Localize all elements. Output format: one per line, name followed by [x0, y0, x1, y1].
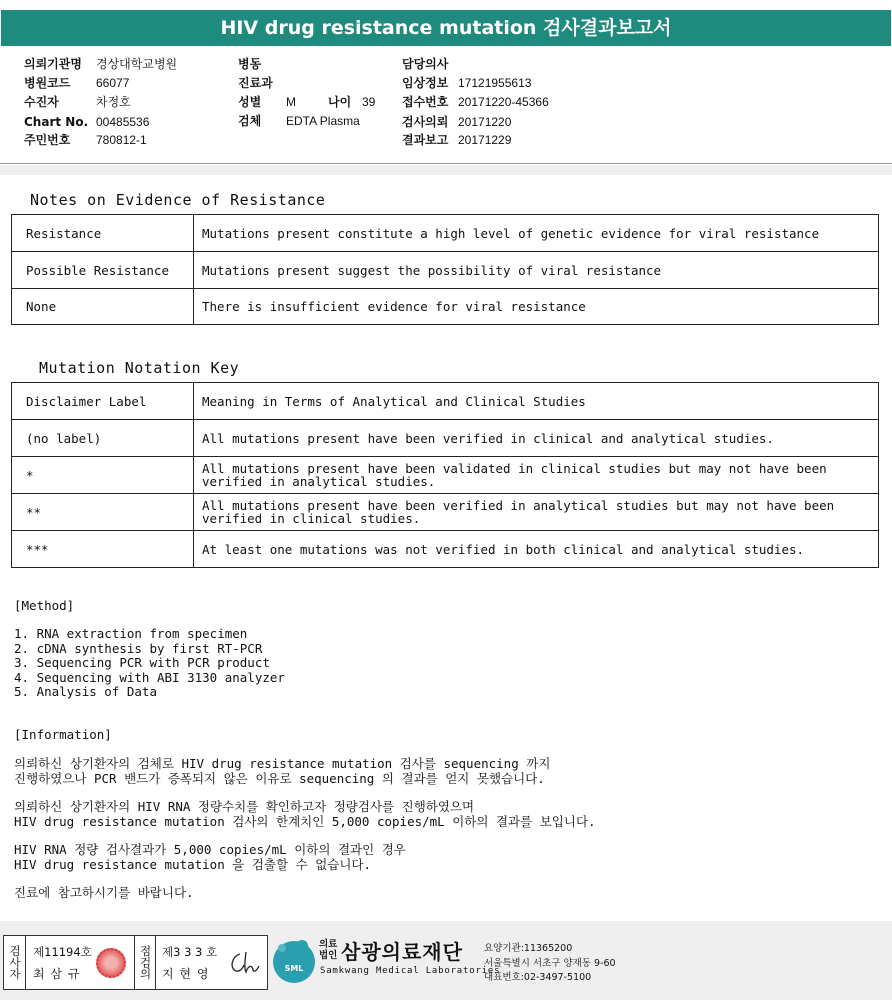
org-prefix-2: 법인	[319, 950, 338, 961]
reviewer-name: 지 현 영	[162, 967, 210, 981]
key-section-title: Mutation Notation Key	[39, 359, 240, 377]
method-step: 5. Analysis of Data	[14, 684, 157, 699]
header-label: 접수번호	[402, 95, 449, 109]
notes-text: Mutations present suggest the possibility of viral resistance	[194, 252, 879, 289]
tester-seal-icon	[96, 948, 126, 978]
information-paragraph: 의뢰하신 상기환자의 검체로 HIV drug resistance mutation 검사를 sequencing 까지 진행하였으나 PCR 밴드가 증폭되지 않은 이유로 sequencing 의 결과를 얻지 못했습니다.	[14, 756, 551, 786]
header-row-chart-no	[24, 113, 149, 131]
report-title: HIV drug resistance mutation 검사결과보고서	[1, 10, 891, 46]
header-value: 17121955613	[458, 76, 532, 90]
signature-box	[3, 935, 268, 990]
table-row	[12, 494, 879, 531]
header-row-doctor	[402, 55, 458, 73]
method-title: [Method]	[14, 598, 75, 613]
header-value: 39	[362, 95, 376, 109]
key-text: At least one mutations was not verified in both clinical and analytical studies.	[194, 531, 879, 568]
header-label: 성별	[238, 95, 262, 109]
key-text: Meaning in Terms of Analytical and Clinical Studies	[194, 383, 879, 420]
header-value: 66077	[96, 76, 130, 90]
table-row	[12, 457, 879, 494]
key-text: All mutations present have been verified in clinical and analytical studies.	[194, 420, 879, 457]
table-row	[12, 215, 879, 252]
logo-text: SML	[284, 964, 304, 973]
header-value: 20171220	[458, 115, 512, 129]
table-row	[12, 289, 879, 325]
reviewer-label	[134, 936, 156, 989]
org-address: 서울특별시 서초구 양재동 9-60	[484, 958, 616, 969]
header-row-hospital-code	[24, 74, 129, 92]
table-row	[12, 252, 879, 289]
header-row-specimen	[238, 112, 360, 130]
table-row	[12, 531, 879, 568]
patient-header	[0, 50, 892, 164]
table-row	[12, 383, 879, 420]
header-label: 결과보고	[402, 133, 449, 147]
header-label: Chart No.	[24, 115, 89, 129]
notes-label: Possible Resistance	[12, 252, 194, 289]
header-label: 수진자	[24, 95, 59, 109]
header-label: 병동	[238, 57, 262, 71]
header-label: 의뢰기관명	[24, 57, 82, 71]
header-value: 780812-1	[96, 133, 147, 147]
header-row-resident-no	[24, 131, 147, 149]
method-step: 1. RNA extraction from specimen	[14, 626, 248, 641]
reviewer-license-no: 제3 3 3 호	[162, 945, 218, 959]
information-paragraph: 의뢰하신 상기환자의 HIV RNA 정량수치를 확인하고자 정량검사를 진행하였으며 HIV drug resistance mutation 검사의 한계치인 5,000 copies/mL 이하의 결과를 보입니다.	[14, 799, 596, 829]
key-table	[11, 382, 879, 568]
method-step: 4. Sequencing with ABI 3130 analyzer	[14, 669, 285, 685]
org-english-name: Samkwang Medical Laboratories	[320, 966, 501, 976]
key-text: All mutations present have been verified in analytical studies but may not have been verified in clinical studies.	[194, 494, 879, 531]
header-label: 검체	[238, 114, 262, 128]
reviewer-signature-icon	[226, 948, 262, 978]
header-row-ward	[238, 55, 261, 73]
org-phone: 대표번호:02-3497-5100	[484, 972, 592, 983]
header-row-report-date	[402, 131, 511, 149]
notes-section-title: Notes on Evidence of Resistance	[30, 191, 326, 209]
header-label: 담당의사	[402, 57, 449, 71]
org-name: 삼광의료재단	[341, 940, 463, 964]
header-label: 임상정보	[402, 76, 449, 90]
key-label: Disclaimer Label	[12, 383, 194, 420]
header-value: 경상대학교병원	[96, 57, 178, 71]
notes-table	[11, 214, 879, 325]
header-label: 나이	[328, 95, 352, 109]
header-label: 주민번호	[24, 133, 71, 147]
tester-label	[4, 936, 26, 989]
header-row-clinical-info	[402, 74, 531, 92]
header-divider	[0, 165, 892, 175]
header-row-dept	[238, 74, 273, 92]
tester-vlabel: 검사자	[8, 945, 22, 980]
method-step: 2. cDNA synthesis by first RT-PCR	[14, 640, 263, 656]
key-label: ***	[12, 531, 194, 568]
header-value: 20171229	[458, 133, 512, 147]
information-paragraph: HIV RNA 정량 검사결과가 5,000 copies/mL 이하의 결과인 경우 HIV drug resistance mutation 을 검출할 수 없습니다.	[14, 842, 406, 872]
sml-logo-icon	[272, 938, 316, 986]
table-row	[12, 420, 879, 457]
notes-text: Mutations present constitute a high level of genetic evidence for viral resistance	[194, 215, 879, 252]
header-row-patient	[24, 93, 131, 111]
tester-name: 최 삼 규	[33, 967, 81, 981]
key-text: All mutations present have been validated in clinical studies but may not have been verified in analytical studies.	[194, 457, 879, 494]
header-row-institution	[24, 55, 177, 73]
header-label: 검사의뢰	[402, 115, 449, 129]
notes-label: None	[12, 289, 194, 325]
reviewer-vlabel: 점검의	[138, 945, 153, 980]
header-value: EDTA Plasma	[286, 114, 360, 128]
header-row-accession	[402, 93, 549, 111]
notes-label: Resistance	[12, 215, 194, 252]
header-value: 차정호	[96, 95, 131, 109]
header-row-request-date	[402, 113, 511, 131]
information-title: [Information]	[14, 727, 112, 742]
header-value: M	[286, 95, 296, 109]
key-label: *	[12, 457, 194, 494]
org-code: 요양기관:11365200	[484, 943, 573, 954]
header-value: 00485536	[96, 115, 150, 129]
header-label: 병원코드	[24, 76, 71, 90]
tester-license-no: 제11194호	[33, 945, 92, 959]
org-prefix-1: 의료	[319, 939, 338, 950]
key-label: (no label)	[12, 420, 194, 457]
header-label: 진료과	[238, 76, 273, 90]
method-step: 3. Sequencing PCR with PCR product	[14, 655, 270, 670]
information-paragraph: 진료에 참고하시기를 바랍니다.	[14, 885, 194, 900]
header-value: 20171220-45366	[458, 95, 549, 109]
header-row-sex-age	[238, 93, 375, 111]
key-label: **	[12, 494, 194, 531]
notes-text: There is insufficient evidence for viral resistance	[194, 289, 879, 325]
